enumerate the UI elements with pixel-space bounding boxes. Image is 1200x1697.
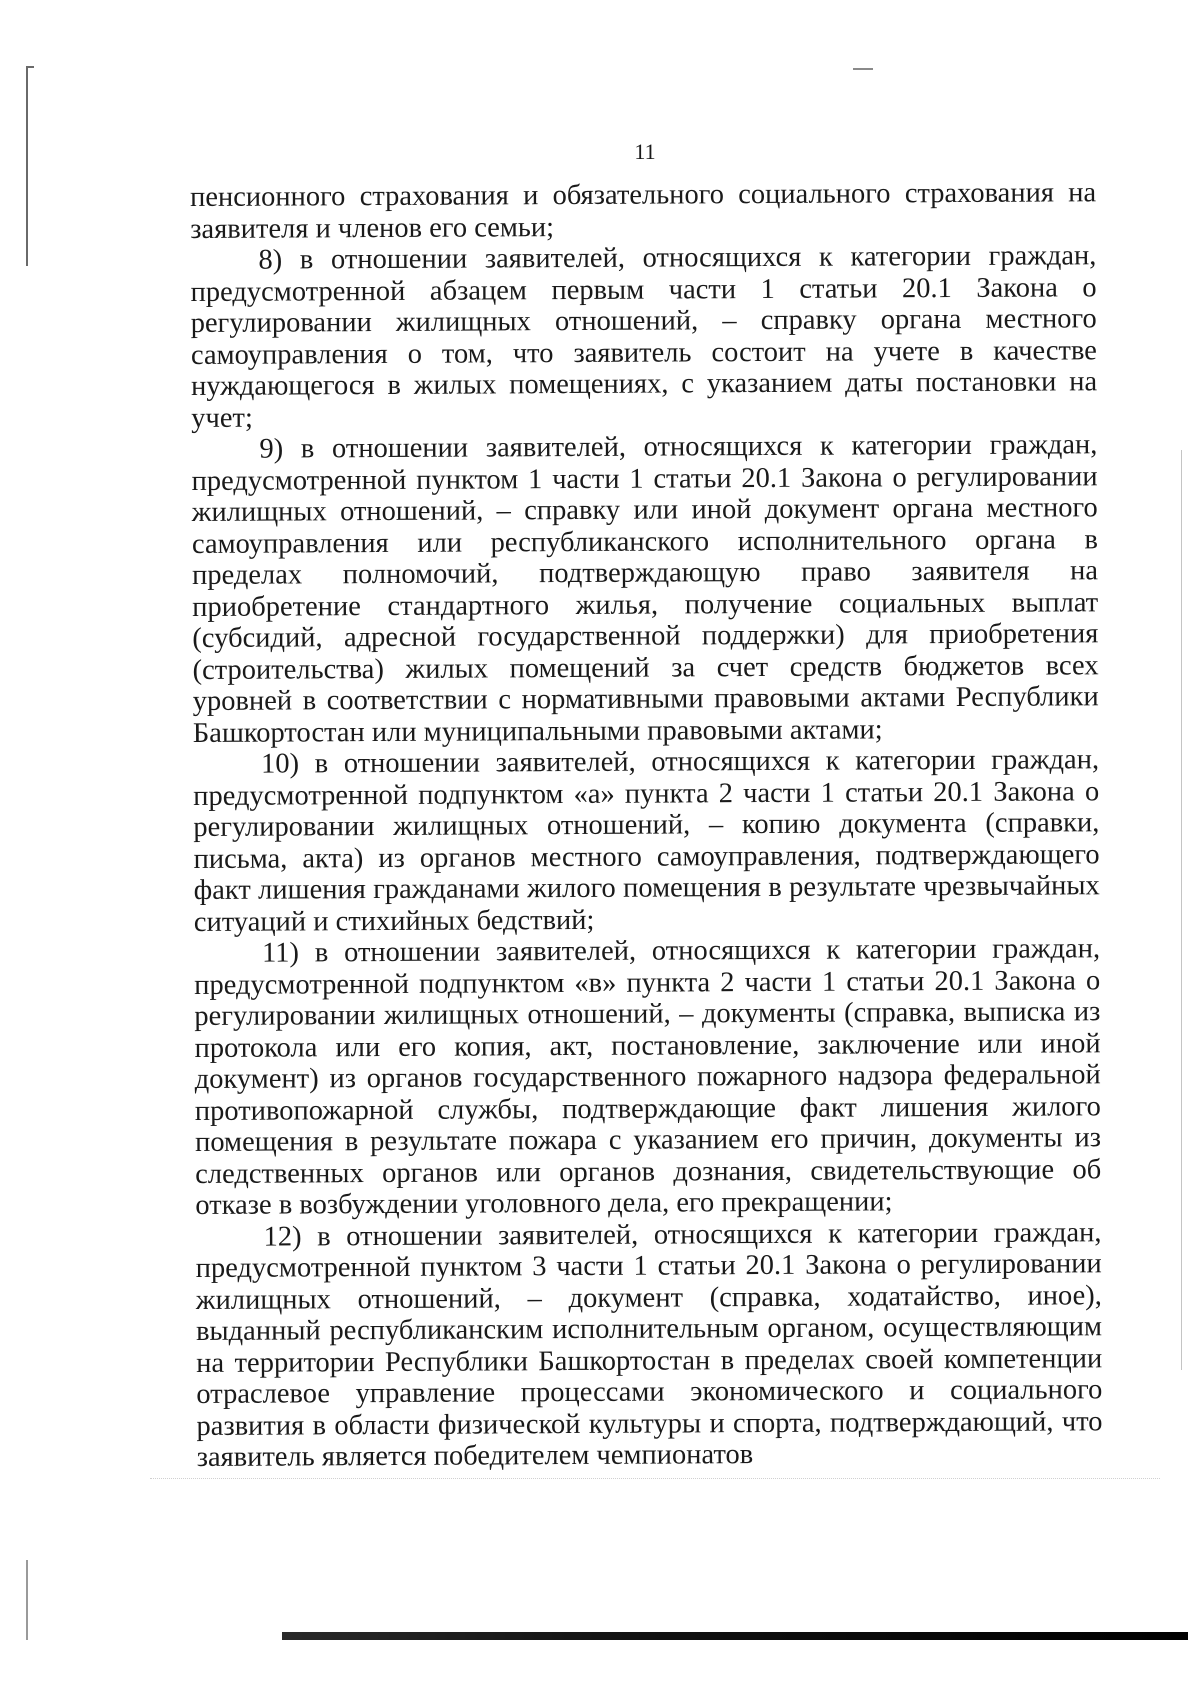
scan-edge-left-tick: [26, 66, 34, 68]
paragraph-continuation: пенсионного страхования и обязательного социального страхования на заявителя и членов его семьи;: [190, 177, 1097, 245]
document-body: [190, 177, 1103, 1473]
scan-bottom-bar: [282, 1632, 1188, 1640]
paragraph-item-9: 9) в отношении заявителей, относящихся к категории граждан, предусмотренной пунктом 1 части 1 статьи 20.1 Закона о регулировании жилищных отношений, – справку или иной документ органа местного самоуправления или республиканского исполнительного органа в пределах полномочий, подтверждающую право заявителя на приобретение стандартного жилья, получение социальных выплат (субсидий, адресной государственной поддержки) для приобретения (строительства) жилых помещений за счет средств бюджетов всех уровней в соответствии с нормативными правовыми актами Республики Башкортостан или муниципальными правовыми актами;: [191, 429, 1099, 749]
scan-mark-top: [853, 68, 873, 70]
scan-edge-left: [26, 66, 28, 266]
page-number: 11: [634, 139, 656, 164]
scan-dotted-line: [150, 1478, 1160, 1479]
paragraph-item-10: 10) в отношении заявителей, относящихся к категории граждан, предусмотренной подпунктом «а» пункта 2 части 1 статьи 20.1 Закона о регулировании жилищных отношений, – копию документа (справки, письма, акта) из органов местного самоуправления, подтверждающего факт лишения гражданами жилого помещения в результате чрезвычайных ситуаций и стихийных бедствий;: [193, 744, 1100, 938]
scan-edge-right: [1181, 450, 1182, 1370]
paragraph-item-8: 8) в отношении заявителей, относящихся к категории граждан, предусмотренной абзацем первым части 1 статьи 20.1 Закона о регулировании жилищных отношений, – справку органа местного самоуправления о том, что заявитель состоит на учете в качестве нуждающегося в жилых помещениях, с указанием даты постановки на учет;: [190, 240, 1098, 434]
paragraph-item-12: 12) в отношении заявителей, относящихся к категории граждан, предусмотренной пунктом 3 части 1 статьи 20.1 Закона о регулировании жилищных отношений, – документ (справка, ходатайство, иное), выданный республиканским исполнительным органом, осуществляющим на территории Республики Башкортостан в пределах своей компетенции отраслевое управление процессами экономического и социального развития в области физической культуры и спорта, подтверждающий, что заявитель является победителем чемпионатов: [195, 1216, 1103, 1473]
scan-edge-left-low: [26, 1560, 28, 1640]
paragraph-item-11: 11) в отношении заявителей, относящихся к категории граждан, предусмотренной подпунктом «в» пункта 2 части 1 статьи 20.1 Закона о регулировании жилищных отношений, – документы (справка, выписка из протокола или его копия, акт, постановление, заключение или иной документ) из органов государственного пожарного надзора федеральной противопожарной службы, подтверждающие факт лишения жилого помещения в результате пожара с указанием его причин, документы из следственных органов или органов дознания, свидетельствующие об отказе в возбуждении уголовного дела, его прекращении;: [194, 933, 1102, 1221]
